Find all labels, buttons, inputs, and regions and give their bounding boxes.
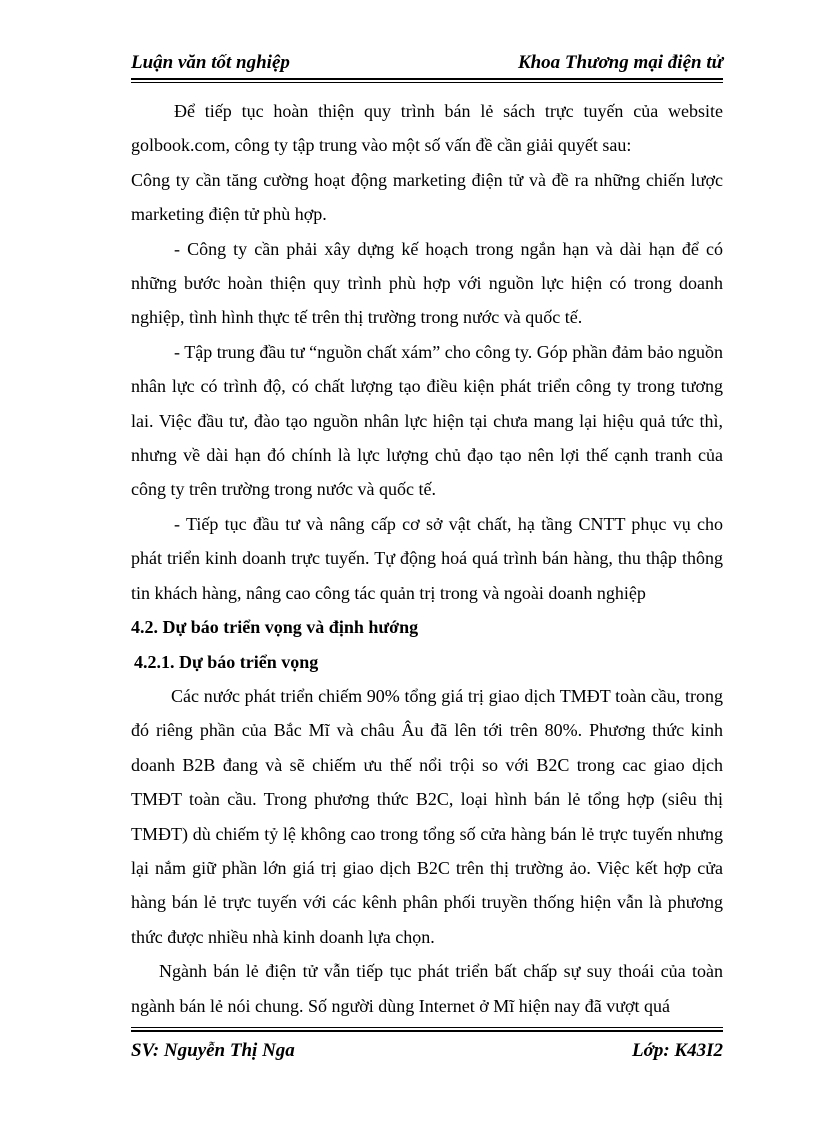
- footer-left: SV: Nguyễn Thị Nga: [131, 1040, 295, 1061]
- paragraph-forecast: Các nước phát triển chiếm 90% tổng giá trị giao dịch TMĐT toàn cầu, trong đó riêng phần của Bắc Mĩ và châu Âu đã lên tới trên 80%. Phương thức kinh doanh B2B đang và sẽ chiếm ưu thế nổi trội so với B2C trong cac giao dịch TMĐT toàn cầu. Trong phương thức B2C, loại hình bán lẻ tổng hợp (siêu thị TMĐT) dù chiếm tỷ lệ không cao trong tổng số cửa hàng bán lẻ trực tuyến nhưng lại nắm giữ phần lớn giá trị giao dịch B2C trên thị trường ảo. Việc kết hợp cửa hàng bán lẻ trực tuyến với các kênh phân phối truyền thống hiện vẫn là phương thức được nhiều nhà kinh doanh lựa chọn.: [131, 685, 723, 947]
- section-heading: 4.2. Dự báo triển vọng và định hướng: [131, 617, 419, 638]
- header-rule: [131, 78, 723, 80]
- paragraph-hr: - Tập trung đầu tư “nguồn chất xám” cho công ty. Góp phần đảm bảo nguồn nhân lực có trình độ, có chất lượng tạo điều kiện phát triển công ty trong tương lai. Việc đầu tư, đào tạo nguồn nhân lực hiện tại chưa mang lại hiệu quả tức thì, nhưng về dài hạn đó chính là lực lượng chủ đạo tạo nên lợi thế cạnh tranh của công ty trên trường trong nước và quốc tế.: [131, 341, 723, 500]
- subsection-heading: 4.2.1. Dự báo triển vọng: [134, 651, 319, 672]
- page-header: [131, 52, 723, 78]
- page-body: [131, 94, 723, 1023]
- paragraph-retail: Ngành bán lẻ điện tử vẫn tiếp tục phát triển bất chấp sự suy thoái của toàn ngành bán lẻ nói chung. Số người dùng Internet ở Mĩ hiện nay đã vượt quá: [131, 961, 723, 1016]
- paragraph-marketing: Công ty cần tăng cường hoạt động marketing điện tử và đề ra những chiến lược marketing điện tử phù hợp.: [131, 169, 723, 225]
- footer-rule: [131, 1030, 723, 1032]
- footer-right: Lớp: K43I2: [632, 1040, 723, 1061]
- paragraph-infrastructure: - Tiếp tục đầu tư và nâng cấp cơ sở vật chất, hạ tầng CNTT phục vụ cho phát triển kinh doanh trực tuyến. Tự động hoá quá trình bán hàng, thu thập thông tin khách hàng, nâng cao công tác quản trị trong và ngoài doanh nghiệp: [131, 513, 723, 603]
- header-right: Khoa Thương mại điện tử: [517, 52, 723, 73]
- paragraph-intro: Để tiếp tục hoàn thiện quy trình bán lẻ sách trực tuyến của website golbook.com, công ty tập trung vào một số vấn đề cần giải quyết sau:: [131, 101, 723, 156]
- header-rule-thin: [131, 82, 723, 83]
- footer-rule-thin: [131, 1027, 723, 1028]
- paragraph-plan: - Công ty cần phải xây dựng kế hoạch trong ngắn hạn và dài hạn để có những bước hoàn thiện quy trình phù hợp với nguồn lực hiện có trong doanh nghiệp, tình hình thực tế trên thị trường trong nước và quốc tế.: [131, 238, 723, 328]
- page-footer: [131, 1040, 723, 1066]
- header-left: Luận văn tốt nghiệp: [131, 52, 290, 73]
